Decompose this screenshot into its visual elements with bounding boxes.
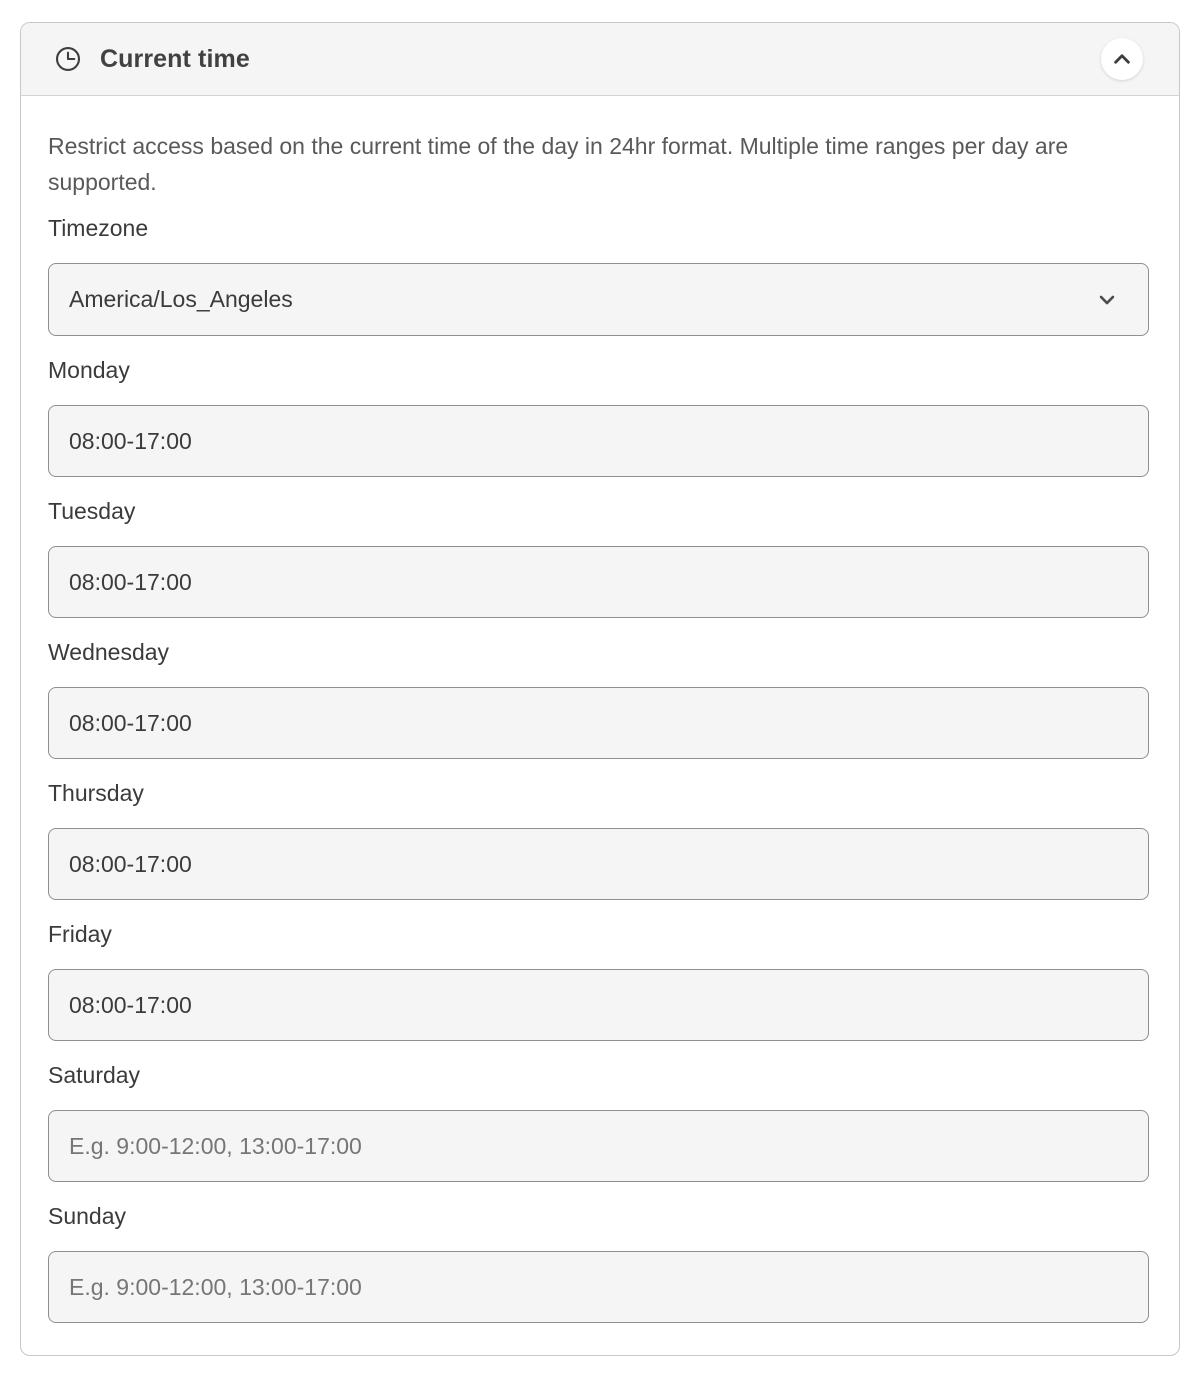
clock-icon — [54, 45, 82, 73]
day-input-tuesday[interactable] — [48, 546, 1149, 618]
day-input-saturday[interactable] — [48, 1110, 1149, 1182]
panel-header — [21, 23, 1179, 96]
day-field-monday — [48, 358, 1149, 477]
day-field-sunday — [48, 1204, 1149, 1323]
panel-body — [21, 96, 1179, 1355]
panel-description: Restrict access based on the current time of the day in 24hr format. Multiple time ranges per day are supported. — [48, 133, 1069, 195]
day-field-wednesday — [48, 640, 1149, 759]
timezone-label: Timezone — [48, 215, 149, 241]
day-label-friday: Friday — [48, 921, 112, 947]
day-input-wednesday[interactable] — [48, 687, 1149, 759]
day-input-friday[interactable] — [48, 969, 1149, 1041]
timezone-select[interactable] — [48, 263, 1149, 336]
timezone-selected-value: America/Los_Angeles — [69, 286, 293, 312]
current-time-panel — [20, 22, 1180, 1356]
day-field-friday — [48, 922, 1149, 1041]
panel-title: Current time — [100, 44, 250, 73]
day-label-thursday: Thursday — [48, 780, 144, 806]
chevron-down-icon — [1094, 287, 1120, 313]
timezone-field — [48, 216, 1149, 336]
day-input-thursday[interactable] — [48, 828, 1149, 900]
day-label-tuesday: Tuesday — [48, 498, 136, 524]
day-field-saturday — [48, 1063, 1149, 1182]
day-input-monday[interactable] — [48, 405, 1149, 477]
day-label-monday: Monday — [48, 357, 130, 383]
collapse-button[interactable] — [1101, 38, 1143, 80]
day-label-wednesday: Wednesday — [48, 639, 170, 665]
chevron-up-icon — [1108, 45, 1136, 73]
day-field-thursday — [48, 781, 1149, 900]
day-input-sunday[interactable] — [48, 1251, 1149, 1323]
day-label-sunday: Sunday — [48, 1203, 127, 1229]
day-field-tuesday — [48, 499, 1149, 618]
day-label-saturday: Saturday — [48, 1062, 141, 1088]
